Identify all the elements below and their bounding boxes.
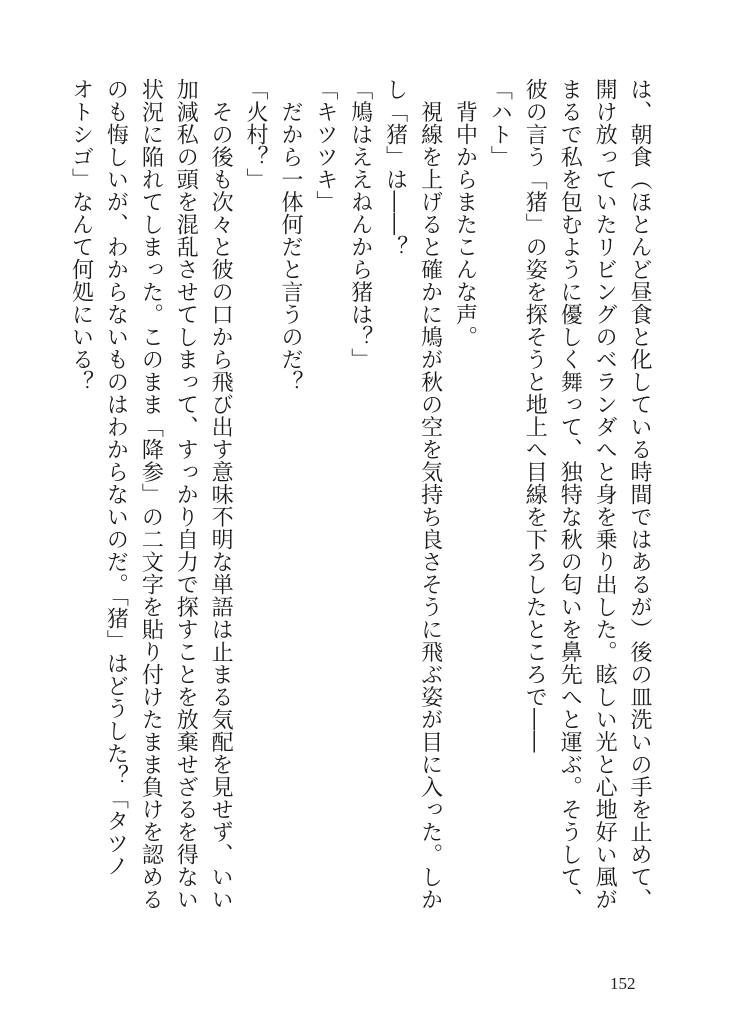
text-line: 「ハト」 (487, 78, 513, 168)
text-line: まるで私を包むように優しく舞って、独特な秋の匂いを鼻先へと運ぶ。そうして、 (557, 78, 583, 911)
text-line: 「火村？」 (243, 78, 269, 191)
text-line: オトシゴ」なんて何処にいる？ (68, 78, 94, 393)
text-line: 加減私の頭を混乱させてしまって、すっかり自力で探すことを放棄せざるを得ない (173, 78, 199, 911)
text-line: 視線を上げると確かに鳩が秋の空を気持ち良さそうに飛ぶ姿が目に入った。しか (417, 78, 443, 911)
vertical-text-body (63, 78, 656, 958)
text-line: 開け放っていたリビングのベランダへと身を乗り出した。眩しい光と心地好い風が (592, 78, 618, 911)
text-line: は、朝食（ほとんど昼食と化している時間ではあるが）後の皿洗いの手を止めて、 (627, 78, 652, 911)
page-number: 152 (610, 974, 636, 993)
text-line: 「鳩はええねんから猪は？」 (347, 78, 373, 371)
text-line: 背中からまたこんな声。 (452, 78, 478, 348)
text-line: し「猪」は――？ (382, 78, 408, 258)
text-line: 状況に陥れてしまった。このまま「降参」の二文字を貼り付けたまま負けを認める (138, 78, 164, 911)
text-line: その後も次々と彼の口から飛び出す意味不明な単語は止まる気配を見せず、いい (208, 78, 234, 911)
text-line: だから一体何だと言うのだ？ (277, 78, 303, 393)
text-line: のも悔しいが、わからないものはわからないのだ。「猪」はどうした？「タツノ (103, 78, 129, 877)
text-line: 「キツツキ」 (312, 78, 338, 213)
text-line: 彼の言う「猪」の姿を探そうと地上へ目線を下ろしたところで―― (522, 78, 548, 753)
